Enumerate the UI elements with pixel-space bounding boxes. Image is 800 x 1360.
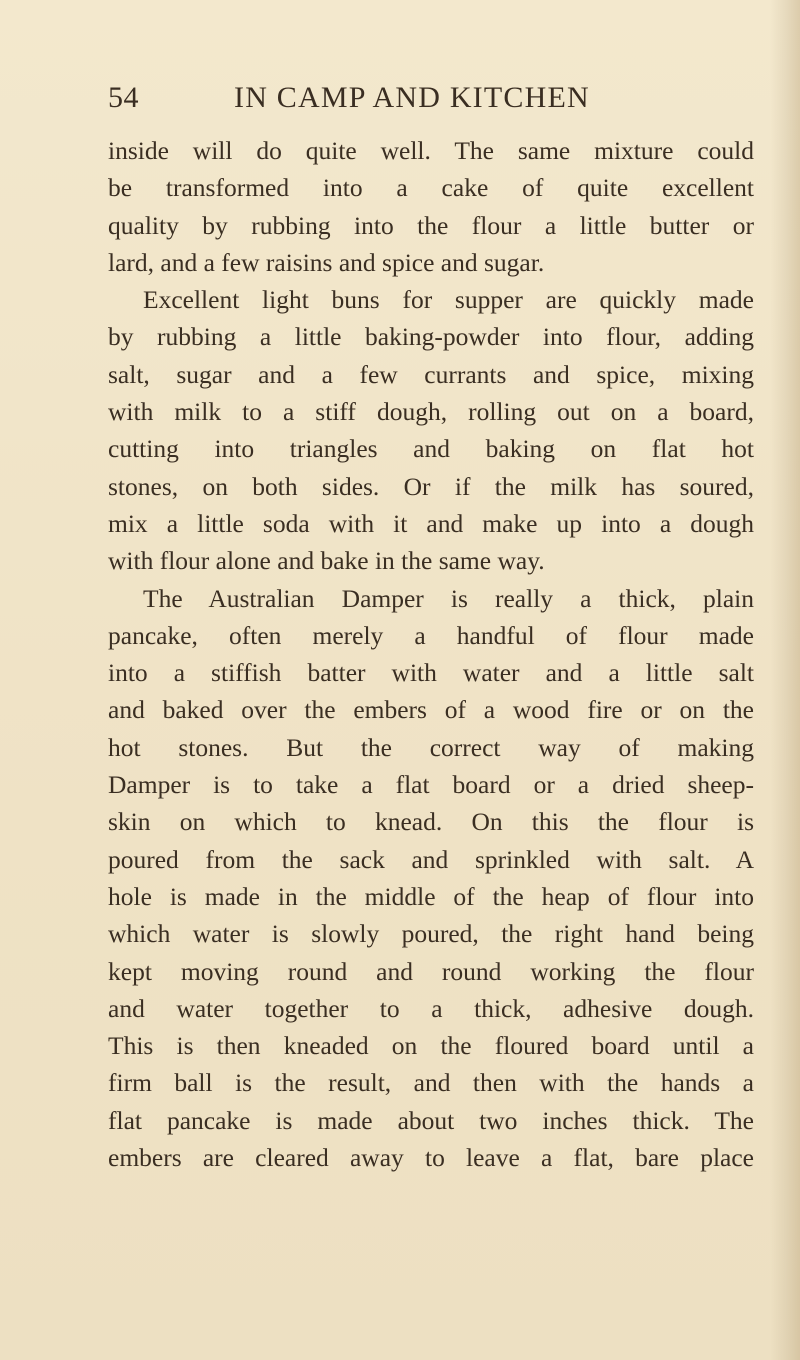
text-line: and water together to a thick, adhesive dough. xyxy=(108,993,754,1023)
body-text xyxy=(108,132,754,1176)
text-line: embers are cleared away to leave a flat, bare place xyxy=(108,1143,754,1173)
text-line: Damper is to take a flat board or a dried sheep- xyxy=(108,770,754,800)
text-line: skin on which to knead. On this the flour is xyxy=(108,807,754,837)
text-line: which water is slowly poured, the right hand being xyxy=(108,919,754,949)
text-line: into a stiffish batter with water and a little salt xyxy=(108,658,754,688)
text-line: inside will do quite well. The same mixture could xyxy=(108,136,754,165)
text-line: pancake, often merely a handful of flour made xyxy=(108,620,754,650)
text-line: quality by rubbing into the flour a little butter or xyxy=(108,210,754,240)
text-line: poured from the sack and sprinkled with salt. A xyxy=(108,844,754,874)
text-line: stones, on both sides. Or if the milk has soured, xyxy=(108,471,754,501)
page-header xyxy=(108,72,754,116)
text-line: with flour alone and bake in the same way. xyxy=(108,546,545,576)
text-line: by rubbing a little baking-powder into flour, adding xyxy=(108,322,754,352)
text-line: and baked over the embers of a wood fire or on the xyxy=(108,695,754,725)
text-line: hole is made in the middle of the heap of flour into xyxy=(108,881,754,911)
text-line: The Australian Damper is really a thick, plain xyxy=(143,583,754,613)
text-line: This is then kneaded on the floured board until a xyxy=(108,1031,754,1061)
text-line: be transformed into a cake of quite excellent xyxy=(108,173,754,203)
text-line: hot stones. But the correct way of making xyxy=(108,732,754,762)
text-line: mix a little soda with it and make up into a dough xyxy=(108,508,754,538)
text-line: Excellent light buns for supper are quickly made xyxy=(143,285,754,315)
text-line: lard, and a few raisins and spice and sugar. xyxy=(108,247,545,277)
running-title: IN CAMP AND KITCHEN xyxy=(234,81,590,114)
text-line: kept moving round and round working the flour xyxy=(108,956,754,986)
text-line: cutting into triangles and baking on flat hot xyxy=(108,434,754,464)
text-line: flat pancake is made about two inches thick. The xyxy=(108,1105,754,1135)
text-line: salt, sugar and a few currants and spice, mixing xyxy=(108,359,754,389)
text-line: firm ball is the result, and then with the hands a xyxy=(108,1068,754,1098)
text-line: with milk to a stiff dough, rolling out on a board, xyxy=(108,397,754,427)
page-number: 54 xyxy=(108,81,139,114)
